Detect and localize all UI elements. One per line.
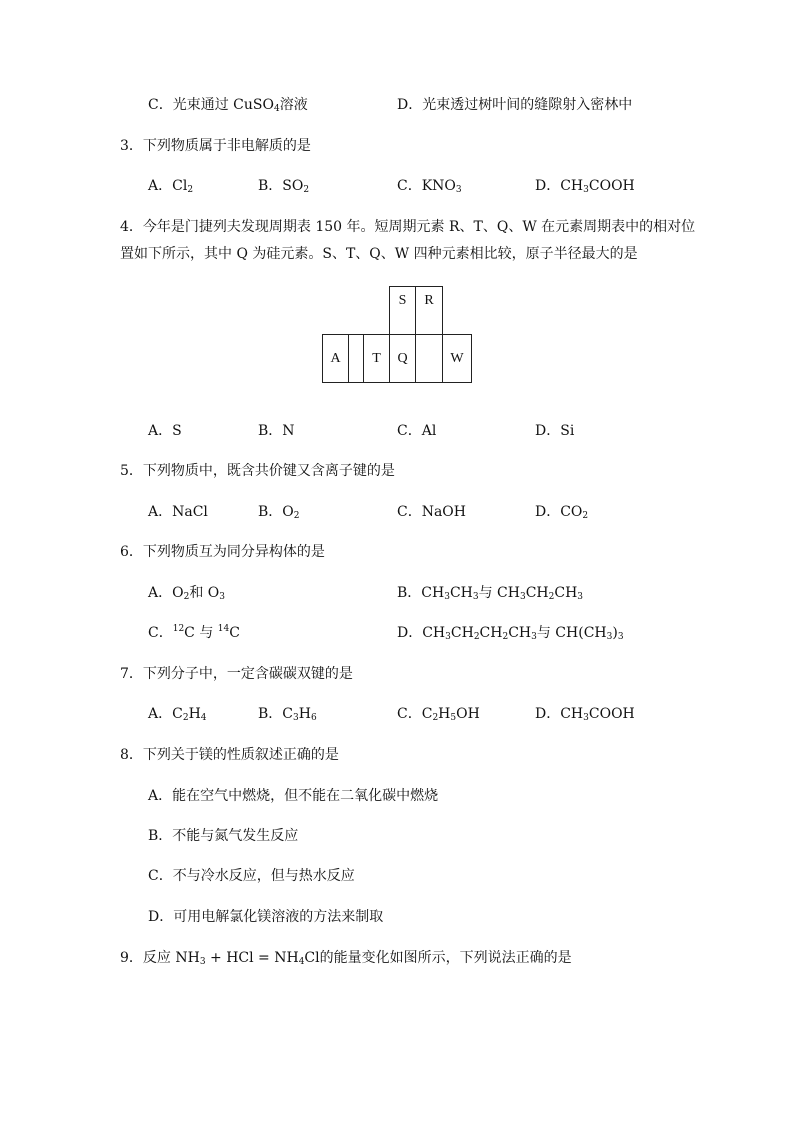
option-c: C．不与冷水反应，但与热水反应 [148, 868, 355, 884]
option-b: B．$CH_3CH_3$与 $CH_3CH_2CH_3$ [397, 585, 584, 602]
option-d: D．$CH_3CH_2CH_2CH_3$与 $CH(CH_3)_3$ [397, 625, 624, 642]
option-b: B．$O_2$ [258, 504, 300, 521]
option-b: B．N [258, 423, 295, 439]
question-6-stem: 6．下列物质互为同分异构体的是 [120, 544, 325, 560]
option-d: D．$CO_2$ [535, 504, 589, 521]
option-d: D．Si [535, 423, 575, 439]
option-a: A．能在空气中燃烧，但不能在二氧化碳中燃烧 [148, 788, 439, 804]
option-d: D．光束透过树叶间的缝隙射入密林中 [397, 97, 633, 113]
option-d: D．可用电解氯化镁溶液的方法来制取 [148, 909, 384, 925]
option-a: A．$O_2$和 $O_3$ [148, 585, 225, 602]
option-c: C．$C_2H_5OH$ [397, 706, 480, 723]
option-c: C．Al [397, 423, 437, 439]
question-7-stem: 7．下列分子中，一定含碳碳双键的是 [120, 666, 353, 682]
option-c: C．光束通过 CuSO$_4$溶液 [148, 97, 308, 114]
cell-r: R [415, 286, 443, 335]
cell-t: T [363, 334, 390, 383]
option-b: B．$SO_2$ [258, 178, 310, 195]
option-b: B．不能与氮气发生反应 [148, 828, 299, 844]
option-a: A．NaCl [148, 504, 208, 520]
question-5-stem: 5．下列物质中，既含共价键又含离子键的是 [120, 463, 395, 479]
cell-s: S [389, 286, 416, 335]
cell-empty [348, 334, 364, 383]
option-b: B．$C_3H_6$ [258, 706, 317, 723]
question-4-stem-line-2: 置如下所示，其中 Q 为硅元素。S、T、Q、W 四种元素相比较，原子半径最大的是 [120, 246, 638, 262]
option-c: C．$^{12}$C 与 $^{14}$C [148, 624, 240, 641]
cell-empty [415, 334, 443, 383]
cell-w: W [442, 334, 472, 383]
option-c: C．$KNO_3$ [397, 178, 462, 195]
option-a: A．$C_2H_4$ [148, 706, 207, 723]
cell-q: Q [389, 334, 416, 383]
option-c: C．NaOH [397, 504, 466, 520]
question-4-stem-line-1: 4．今年是门捷列夫发现周期表 150 年。短周期元素 R、T、Q、W 在元素周期表中的相对位 [120, 219, 696, 235]
option-a: A．$Cl_2$ [148, 178, 194, 195]
question-9-stem: 9．反应 $NH_3$ + HCl = $NH_4Cl$的能量变化如图所示，下列说法正确的是 [120, 950, 572, 967]
cell-a: A [322, 334, 349, 383]
option-a: A．S [148, 423, 182, 439]
option-d: D．$CH_3COOH$ [535, 178, 635, 195]
question-8-stem: 8．下列关于镁的性质叙述正确的是 [120, 747, 339, 763]
question-3-stem: 3．下列物质属于非电解质的是 [120, 138, 311, 154]
option-d: D．$CH_3COOH$ [535, 706, 635, 723]
